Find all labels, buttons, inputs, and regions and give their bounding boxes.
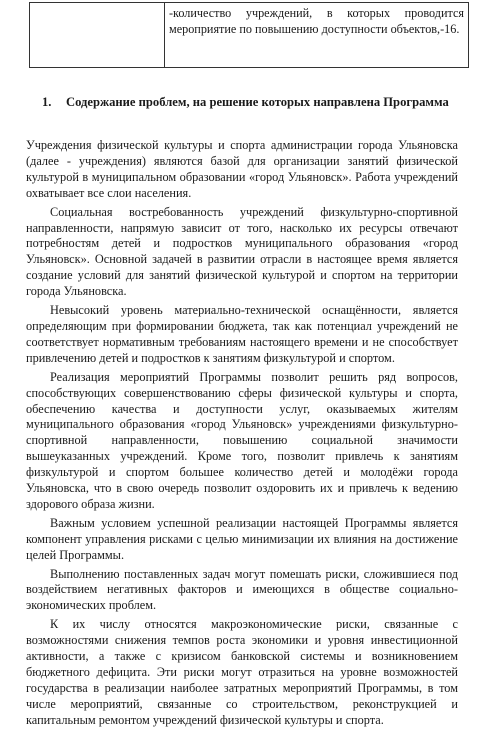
indicator-table	[29, 2, 469, 68]
paragraph: Учреждения физической культуры и спорта администрации города Ульяновска (далее - учреждения) являются базой для организации занятий физической культурой в муниципальном образовании «город Ульяновск». Работа учреждений охватывает все слои населения.	[26, 138, 458, 200]
paragraph: Невысокий уровень материально-технической оснащённости, является определяющим при формировании бюджета, так как потенциал учреждений не соответствует нормативным требованиям настоящего времени и не способствует привлечению детей и подростков к занятиям физкультурой и спортом.	[26, 303, 458, 365]
table-row	[30, 3, 469, 68]
paragraph: Выполнению поставленных задач могут помешать риски, сложившиеся под воздействием негативных факторов и имеющихся в обществе социально-экономических проблем.	[26, 566, 458, 613]
section-title: Содержание проблем, на решение которых направлена Программа	[66, 95, 449, 109]
paragraph: К их числу относятся макроэкономические риски, связанные с возможностями снижения темпов роста экономики и уровня инвестиционной активности, а также с кризисом банковской системы и возникновением бюджетного дефицита. Эти риски могут отразиться на уровне возможностей государства в реализации наиболее затратных мероприятий Программы, в том числе мероприятий, связанные со строительством, реконструкцией и капитальным ремонтом учреждений физической культуры и спорта.	[26, 617, 458, 727]
table-cell-indicator: -количество учреждений, в которых проводится мероприятие по повышению доступности объектов,-16.	[165, 3, 469, 68]
section-body	[26, 138, 458, 729]
section-heading	[42, 94, 449, 110]
section-number: 1.	[42, 95, 52, 109]
paragraph: Важным условием успешной реализации настоящей Программы является компонент управления рисками с целью минимизации их влияния на достижение целей Программы.	[26, 515, 458, 562]
paragraph: Социальная востребованность учреждений физкультурно-спортивной направленности, напрямую зависит от того, насколько их ресурсы отвечают потребностям детей и подростков муниципального образования «город Ульяновск». Основной задачей в развитии отрасли в настоящее время является создание условий для занятий физической культурой и спортом на территории города Ульяновска.	[26, 204, 458, 299]
paragraph: Реализация мероприятий Программы позволит решить ряд вопросов, способствующих совершенствованию сферы физической культуры и спорта, обеспечению качества и доступности услуг, оказываемых жителям муниципального образования «город Ульяновск» учреждениями физкультурно-спортивной направленности, повышению социальной значимости вышеуказанных учреждений. Кроме того, позволит привлечь к занятиям физкультурой и спортом большее количество детей и молодёжи города Ульяновска, что в свою очередь позволит оздоровить их и привлечь к ведению здорового образа жизни.	[26, 369, 458, 511]
table-cell-empty	[30, 3, 165, 68]
